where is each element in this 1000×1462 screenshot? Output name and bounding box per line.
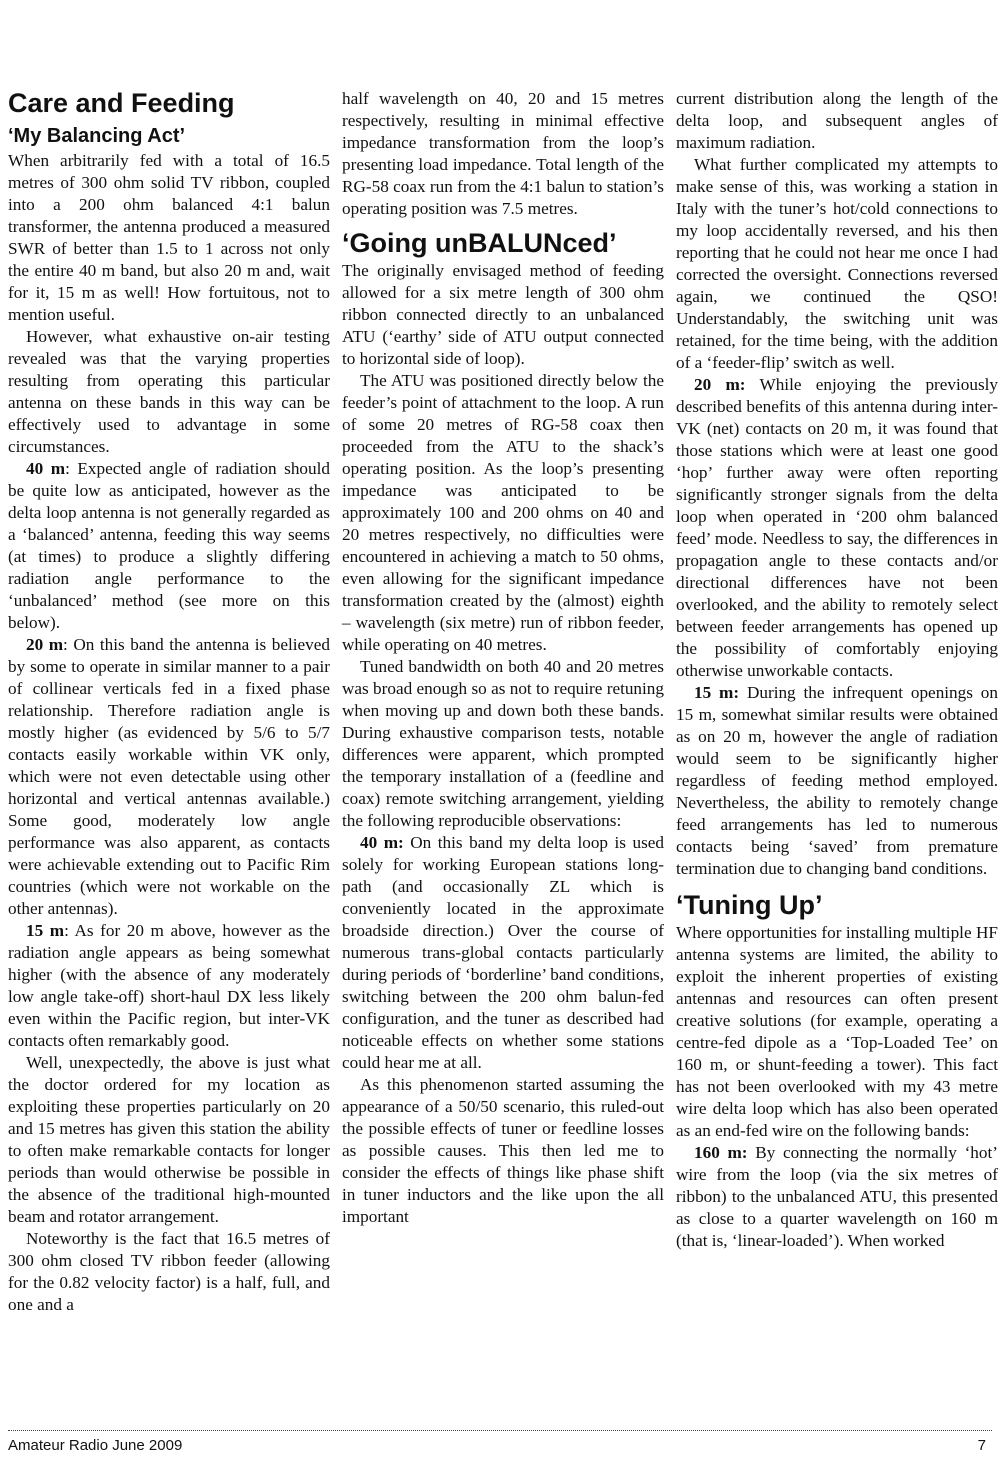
- paragraph: The ATU was positioned directly below the feeder’s point of attachment to the loop. A run of some 20 metres of RG-58 coax then proceeded from the ATU to the shack’s operating position. As the loop’s presenting impedance was anticipated to be approximately 100 and 200 ohms on 40 and 20 metres respectively, no difficulties were encountered in achieving a match to 50 ohms, even allowing for the significant impedance transformation created by the (almost) eighth – wavelength (six metre) run of ribbon feeder, while operating on 40 metres.: [342, 371, 664, 654]
- paragraph: [676, 1142, 998, 1252]
- paragraph: half wavelength on 40, 20 and 15 metres respectively, resulting in minimal effective impedance transformation from the loop’s presenting load impedance. Total length of the RG-58 coax run from the 4:1 balun to station’s operating position was 7.5 metres.: [342, 89, 664, 218]
- paragraph: Where opportunities for installing multiple HF antenna systems are limited, the ability to exploit the inherent properties of existing antennas and resources can often present creative solutions (for example, operating a centre-fed dipole as a ‘Top-Loaded Tee’ on 160 m, or shunt-feeding a tower). This fact has not been overlooked with my 43 metre wire delta loop which has also been operated as an end-fed wire on the following bands:: [676, 923, 998, 1140]
- paragraph: Tuned bandwidth on both 40 and 20 metres was broad enough so as not to require retuning when moving up and down both these bands. During exhaustive comparison tests, notable differences were apparent, which prompted the temporary installation of a (feedline and coax) remote switching arrangement, yielding the following reproducible observations:: [342, 657, 664, 830]
- footer-page-number: 7: [977, 1437, 986, 1454]
- band-label: 15 m:: [694, 683, 740, 702]
- paragraph: [8, 458, 330, 634]
- paragraph: The originally envisaged method of feeding allowed for a six metre length of 300 ohm ribbon connected directly to an unbalanced ATU (‘earthy’ side of ATU output connected to horizontal side of loop).: [342, 261, 664, 368]
- paragraph: [342, 832, 664, 1074]
- section-heading-tuning-up: ‘Tuning Up’: [676, 890, 823, 920]
- column-2: [342, 88, 664, 1228]
- column-3: [676, 88, 998, 1252]
- footer-divider: [8, 1430, 992, 1431]
- paragraph: What further complicated my attempts to make sense of this, was working a station in Italy with the tuner’s hot/cold connections to my loop accidentally reversed, and his then reporting that he could not hear me once I had corrected the oversight. Connections reversed again, we continued the QSO! Understandably, the switching unit was retained, for the time being, with the addition of a ‘feeder-flip’ switch as well.: [676, 155, 998, 372]
- paragraph-text: : As for 20 m above, however as the radiation angle appears as being somewhat higher (with the absence of any moderately low angle take-off) short-haul DX less likely even within the Pacific region, but inter-VK contacts often remarkably good.: [8, 921, 330, 1050]
- column-1: [8, 88, 330, 1316]
- paragraph-text: During the infrequent openings on 15 m, somewhat similar results were obtained as on 20 m, however the angle of radiation would seem to be significantly higher regardless of feeding method employed. Nevertheless, the ability to remotely change feed arrangements has led to numerous contacts being ‘saved’ from premature termination due to changing band conditions.: [676, 683, 998, 878]
- paragraph: [8, 920, 330, 1052]
- footer-publication: Amateur Radio June 2009: [8, 1437, 183, 1454]
- paragraph-text: : Expected angle of radiation should be quite low as anticipated, however as the delta loop antenna is not generally regarded as a ‘balanced’ antenna, feeding this way seems (at times) to produce a slightly differing radiation angle performance to the ‘unbalanced’ method (see more on this below).: [8, 459, 330, 632]
- band-label: 20 m:: [694, 375, 746, 394]
- band-label: 20 m: [26, 635, 64, 654]
- band-label: 40 m:: [360, 833, 404, 852]
- paragraph: Noteworthy is the fact that 16.5 metres of 300 ohm closed TV ribbon feeder (allowing for the 0.82 velocity factor) is a half, full, and one and a: [8, 1229, 330, 1314]
- paragraph-text: : On this band the antenna is believed by some to operate in similar manner to a pair of collinear verticals fed in a fixed phase relationship. Therefore radiation angle is mostly higher (as evidenced by 5/6 to 5/7 contacts easily workable within VK only, which were not even detectable using other horizontal and vertical antennas available.) Some good, moderately low angle performance was also apparent, as contacts were achievable extending out to Pacific Rim countries (which were not workable on the other antennas).: [8, 635, 330, 918]
- paragraph: Well, unexpectedly, the above is just what the doctor ordered for my location as exploiting these properties particularly on 20 and 15 metres has given this station the ability to often make remarkable contacts for longer periods than would otherwise be possible in the absence of the traditional high-mounted beam and rotator arrangement.: [8, 1053, 330, 1226]
- band-label: 40 m: [26, 459, 66, 478]
- section-heading-care-and-feeding: Care and Feeding: [8, 88, 235, 118]
- paragraph: As this phenomenon started assuming the appearance of a 50/50 scenario, this ruled-out the possible effects of tuner or feedline losses as possible causes. This then led me to consider the effects of things like phase shift in tuner inductors and the like upon the all important: [342, 1075, 664, 1226]
- paragraph-text: On this band my delta loop is used solely for working European stations long-path (and occasionally ZL which is conveniently located in the approximate broadside direction.) Over the course of numerous trans-global contacts particularly during periods of ‘borderline’ band conditions, switching between the 200 ohm balun-fed configuration, and the tuner as described had noticeable effects on whether some stations could hear me at all.: [342, 833, 664, 1072]
- paragraph: [676, 374, 998, 682]
- paragraph: current distribution along the length of the delta loop, and subsequent angles of maximum radiation.: [676, 89, 998, 152]
- paragraph-text: While enjoying the previously described benefits of this antenna during inter-VK (net) contacts on 20 m, it was found that those stations which were at least one good ‘hop’ further away were often reporting significantly stronger signals from the delta loop when operated in ‘200 ohm balanced feed’ mode. Needless to say, the differences in propagation angle to these contacts and/or directional differences have not been overlooked, and the ability to remotely select between feeder arrangements has opened up the possibility of comfortably enjoying otherwise unworkable contacts.: [676, 375, 999, 680]
- section-heading-going-unbalunced: ‘Going unBALUNced’: [342, 228, 617, 258]
- paragraph: [8, 634, 330, 920]
- subheading-my-balancing-act: ‘My Balancing Act’: [8, 125, 186, 147]
- paragraph: However, what exhaustive on-air testing revealed was that the varying properties resulting from operating this particular antenna on these bands in this way can be effectively used to advantage in some circumstances.: [8, 327, 330, 456]
- band-label: 160 m:: [694, 1143, 748, 1162]
- paragraph: [676, 682, 998, 880]
- band-label: 15 m: [26, 921, 65, 940]
- paragraph: When arbitrarily fed with a total of 16.5 metres of 300 ohm solid TV ribbon, coupled into a 200 ohm balanced 4:1 balun transformer, the antenna produced a measured SWR of better than 1.5 to 1 across not only the entire 40 m band, but also 20 m and, wait for it, 15 m as well! How fortuitous, not to mention useful.: [8, 151, 330, 324]
- paragraph-text: By connecting the normally ‘hot’ wire from the loop (via the six metres of ribbon) to the unbalanced ATU, this presented as close to a quarter wavelength on 160 m (that is, ‘linear-loaded’). When worked: [676, 1143, 998, 1250]
